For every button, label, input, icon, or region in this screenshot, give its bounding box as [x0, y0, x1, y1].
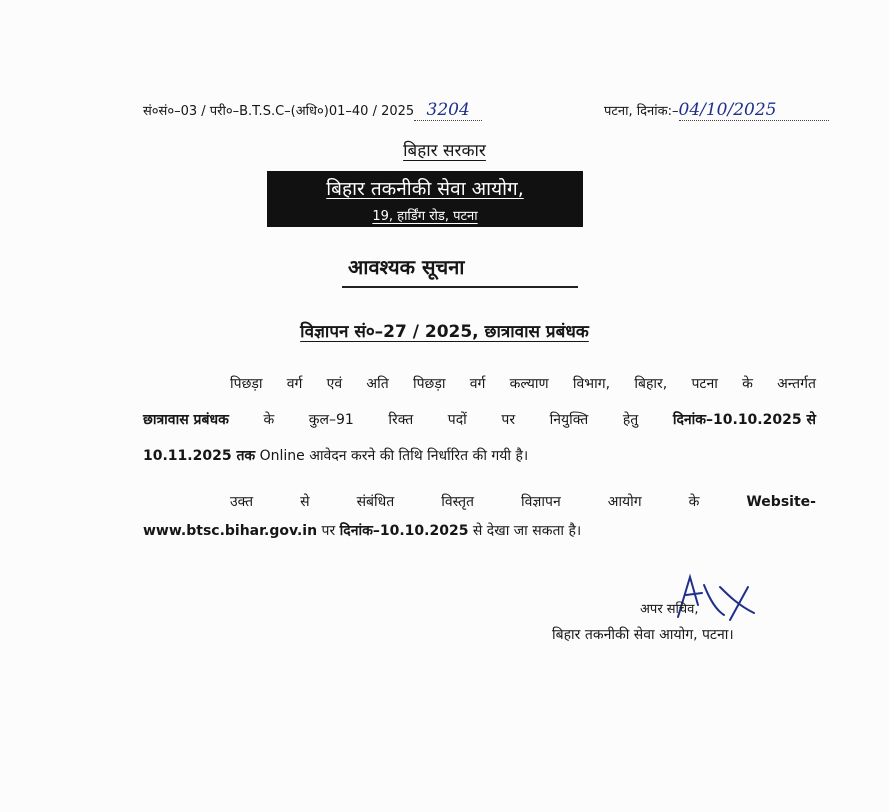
government-heading: बिहार सरकार — [403, 141, 486, 161]
notice-title-underline — [342, 286, 578, 288]
paragraph2-line1: उक्त से संबंधित विस्तृत विज्ञापन आयोग के Website- — [230, 487, 816, 517]
end-date: 10.11.2025 तक — [143, 448, 256, 464]
paragraph1-line2: छात्रावास प्रबंधक के कुल–91 रिक्त पदों पर नियुक्ति हेतु दिनांक–10.10.2025 से — [143, 405, 816, 435]
paragraph1-line3: 10.11.2025 तक Online आवेदन करने की तिथि निर्धारित की गयी है। — [143, 448, 529, 464]
post-name: छात्रावास प्रबंधक — [143, 412, 229, 428]
start-date: दिनांक–10.10.2025 से — [672, 412, 816, 428]
organization-banner — [267, 171, 583, 227]
notice-title: आवश्यक सूचना — [348, 255, 465, 279]
organization-address: 19, हार्डिंग रोड, पटना — [372, 209, 478, 224]
paragraph1-line1: पिछड़ा वर्ग एवं अति पिछड़ा वर्ग कल्याण विभाग, बिहार, पटना के अन्तर्गत — [230, 376, 816, 392]
signatory-title: अपर सचिव, — [640, 602, 699, 617]
handwritten-date: 04/10/2025 — [679, 100, 829, 121]
paragraph2-line2: www.btsc.bihar.gov.in पर दिनांक–10.10.2025 से देखा जा सकता है। — [143, 523, 582, 539]
handwritten-reference-number: 3204 — [414, 100, 482, 121]
reference-number-prefix: सं०सं०–03 / परी०–B.T.S.C–(अधि०)01–40 / 2025 — [143, 104, 415, 119]
publish-date: दिनांक–10.10.2025 — [339, 523, 469, 539]
organization-name: बिहार तकनीकी सेवा आयोग, — [326, 178, 524, 200]
signatory-organization: बिहार तकनीकी सेवा आयोग, पटना। — [552, 627, 734, 643]
reference-line — [143, 100, 482, 121]
advertisement-title: विज्ञापन सं०–27 / 2025, छात्रावास प्रबंधक — [300, 322, 589, 342]
handwritten-signature — [668, 565, 763, 629]
place-date — [604, 100, 829, 121]
place-date-label: पटना, दिनांक:– — [604, 104, 679, 119]
website-url: www.btsc.bihar.gov.in — [143, 523, 318, 539]
website-label: Website- — [746, 494, 816, 510]
